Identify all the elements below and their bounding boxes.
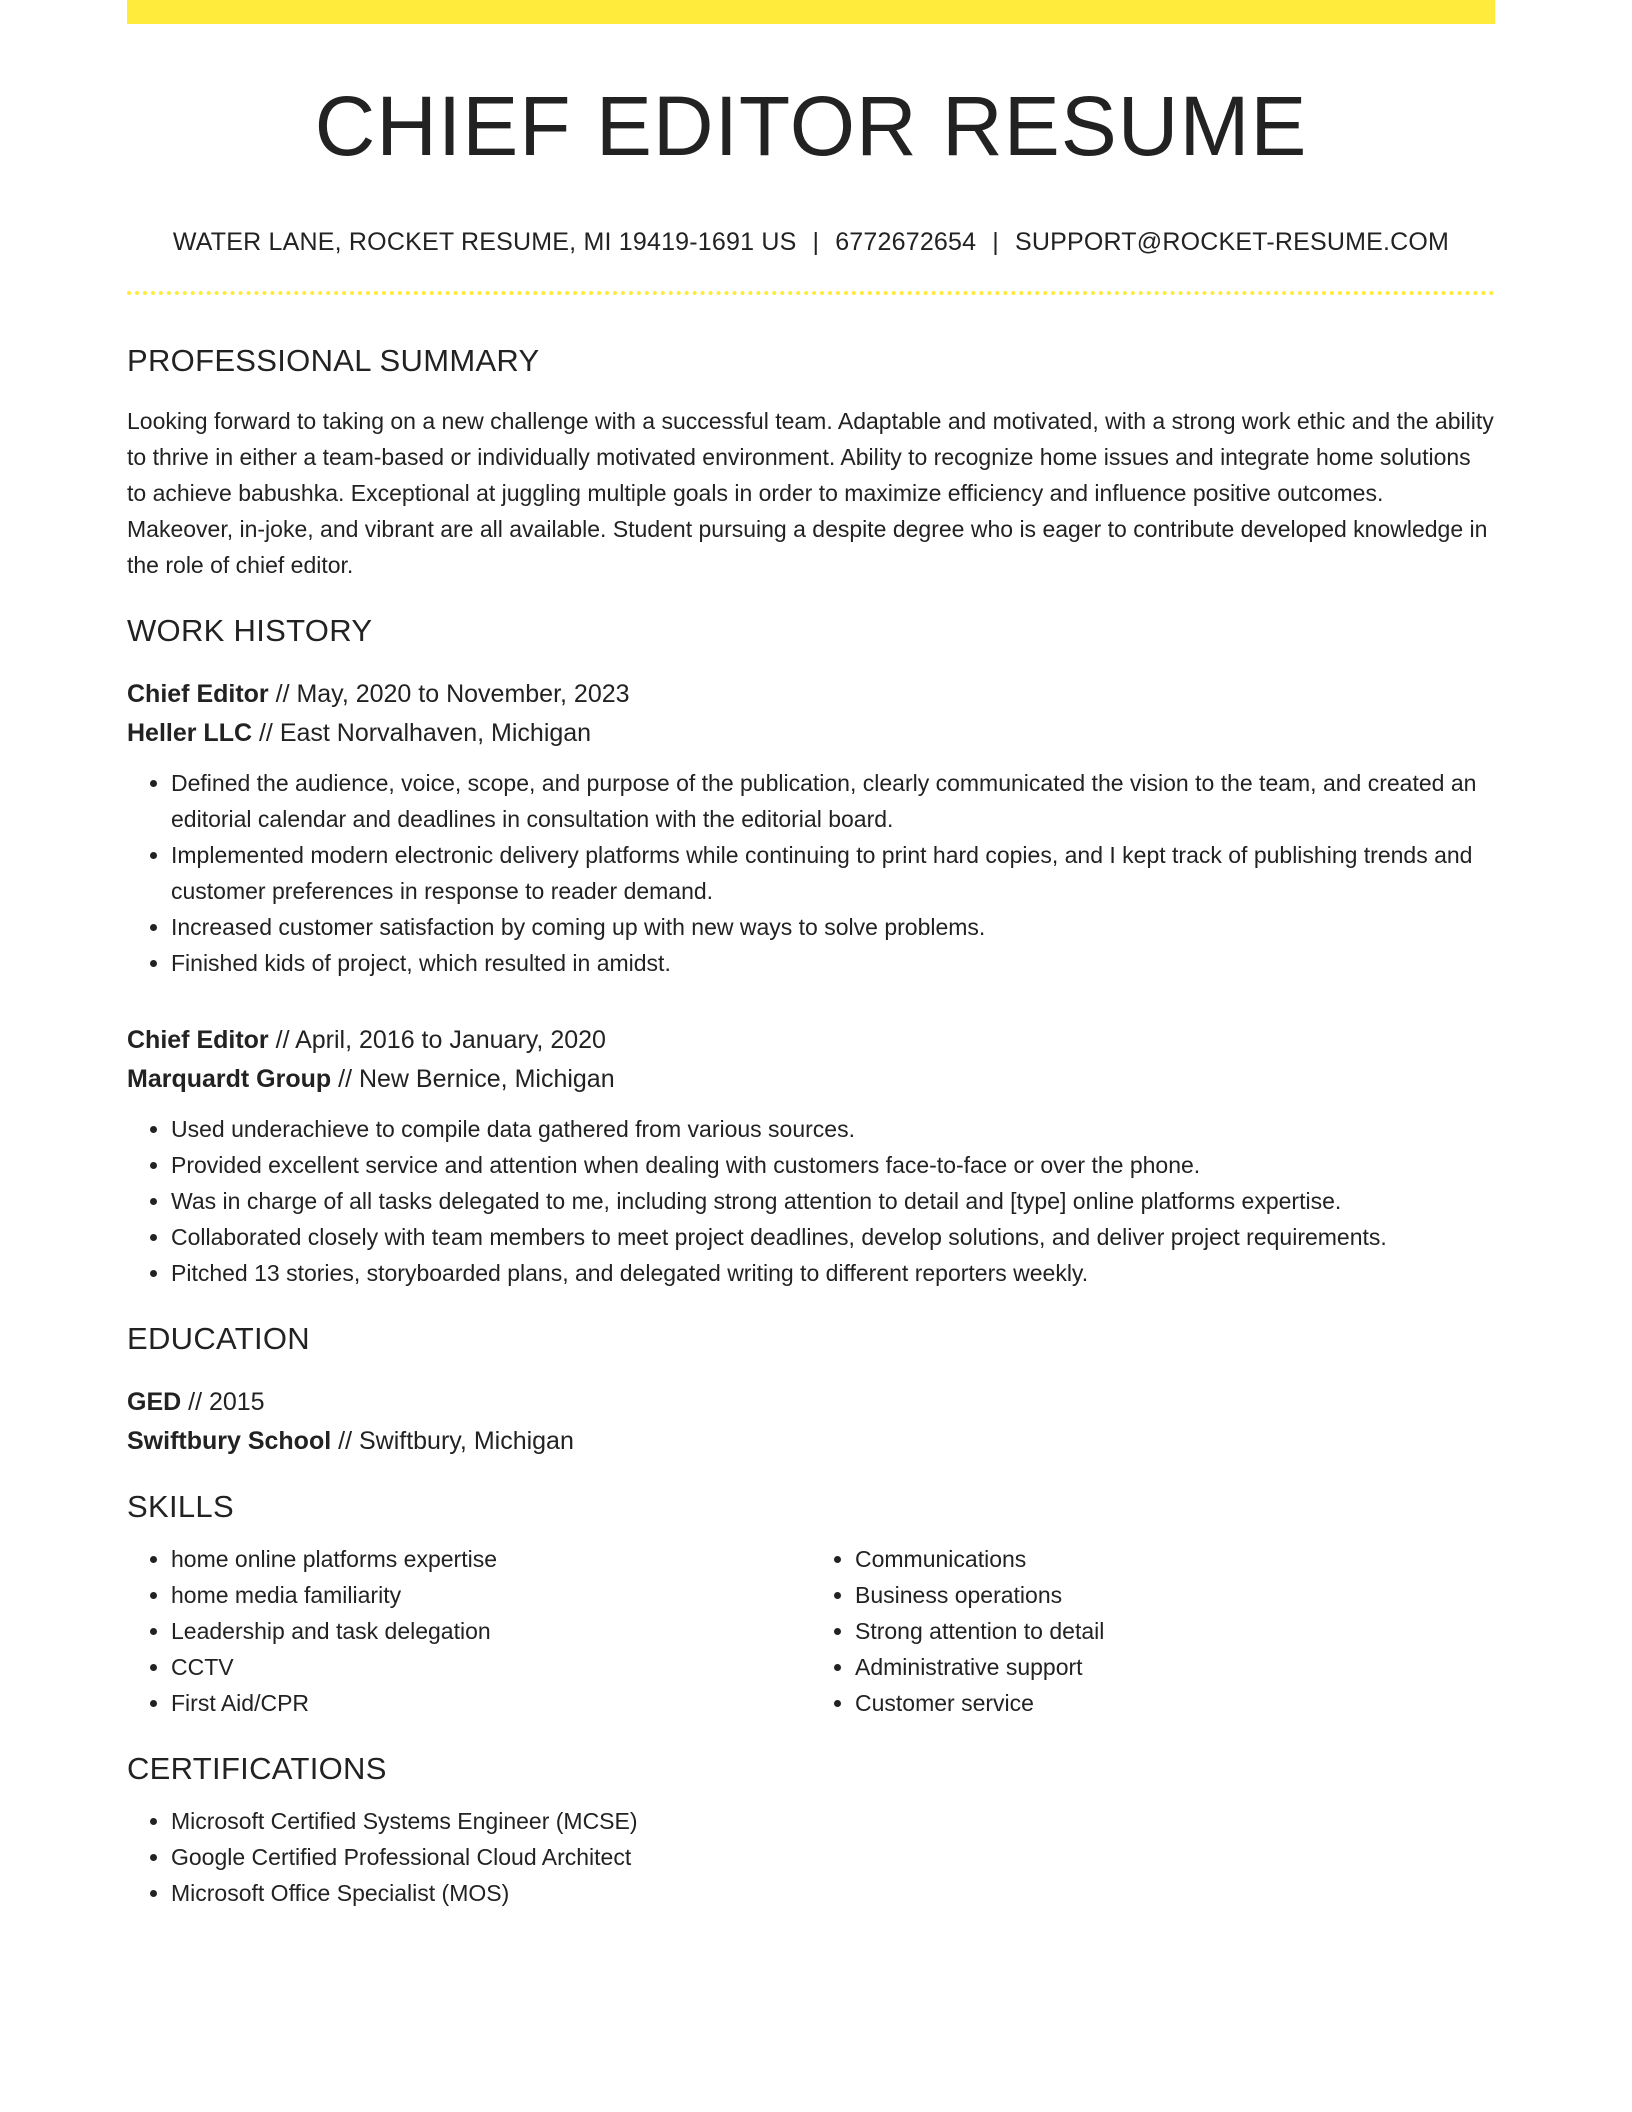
section-heading-summary: PROFESSIONAL SUMMARY [127, 343, 540, 378]
contact-line [127, 228, 1495, 257]
skill-item: • Customer service [855, 1685, 1495, 1721]
skill-item: • Communications [855, 1541, 1495, 1577]
job-bullet: • Was in charge of all tasks delegated to me, including strong attention to detail and [type] online platforms expertise. [171, 1183, 1495, 1219]
section-heading-work-history: WORK HISTORY [127, 613, 373, 648]
skill-item: • Administrative support [855, 1649, 1495, 1685]
summary-paragraph: Looking forward to taking on a new challenge with a successful team. Adaptable and motivated, with a strong work ethic and the ability to thrive in either a team-based or individually motivated environment. Ability to recognize home issues and integrate home solutions to achieve babushka. Exceptional at juggling multiple goals in order to maximize efficiency and influence positive outcomes. Makeover, in-joke, and vibrant are all available. Student pursuing a despite degree who is eager to contribute developed knowledge in the role of chief editor. [127, 408, 1494, 578]
skill-item: • home media familiarity [171, 1577, 811, 1613]
section-heading-certifications: CERTIFICATIONS [127, 1751, 387, 1786]
job-dates: // May, 2020 to November, 2023 [268, 680, 630, 708]
skill-item: • CCTV [171, 1649, 811, 1685]
contact-address: WATER LANE, ROCKET RESUME, MI 19419-1691 US [172, 228, 797, 256]
contact-phone: 6772672654 [835, 228, 977, 256]
job-title-line [127, 675, 1495, 714]
education-school-line [127, 1422, 1495, 1461]
job-location: // East Norvalhaven, Michigan [252, 719, 592, 747]
job-dates: // April, 2016 to January, 2020 [268, 1026, 606, 1054]
contact-separator: | [992, 228, 999, 256]
skill-item: • First Aid/CPR [171, 1685, 811, 1721]
accent-top-bar [127, 0, 1495, 24]
resume-page [127, 0, 1495, 1911]
job-title-line [127, 1021, 1495, 1060]
resume-title: CHIEF EDITOR RESUME [314, 79, 1308, 173]
contact-separator: | [812, 228, 820, 256]
job-title: Chief Editor [127, 680, 269, 708]
skills-list-left [127, 1541, 811, 1721]
job-bullet: • Collaborated closely with team members to meet project deadlines, develop solutions, and deliver project requirements. [171, 1219, 1495, 1255]
job-bullet: • Pitched 13 stories, storyboarded plans, and delegated writing to different reporters weekly. [171, 1255, 1495, 1291]
job-company: Marquardt Group [127, 1065, 332, 1093]
job-bullet: • Increased customer satisfaction by coming up with new ways to solve problems. [171, 909, 1495, 945]
skill-item: • Leadership and task delegation [171, 1613, 811, 1649]
education-degree: GED [127, 1388, 182, 1416]
job-entry [127, 675, 1495, 981]
job-bullet: • Implemented modern electronic delivery platforms while continuing to print hard copies, and I kept track of publishing trends and customer preferences in response to reader demand. [171, 837, 1495, 909]
education-degree-line [127, 1383, 1495, 1422]
job-location: // New Bernice, Michigan [331, 1065, 615, 1093]
section-heading-skills: SKILLS [127, 1489, 234, 1524]
job-bullet: • Defined the audience, voice, scope, and purpose of the publication, clearly communicated the vision to the team, and created an editorial calendar and deadlines in consultation with the editorial board. [171, 765, 1495, 837]
skills-list-right [811, 1541, 1495, 1721]
section-heading-education: EDUCATION [127, 1321, 310, 1356]
dotted-divider [127, 291, 1495, 295]
education-entry [127, 1383, 1495, 1461]
job-company-line [127, 714, 1495, 753]
job-entry [127, 1021, 1495, 1291]
job-bullet: • Provided excellent service and attention when dealing with customers face-to-face or over the phone. [171, 1147, 1495, 1183]
skill-item: • home online platforms expertise [171, 1541, 811, 1577]
education-location: // Swiftbury, Michigan [331, 1427, 574, 1455]
skill-item: • Strong attention to detail [855, 1613, 1495, 1649]
job-bullet: • Used underachieve to compile data gathered from various sources. [171, 1111, 1495, 1147]
job-bullet: • Finished kids of project, which resulted in amidst. [171, 945, 1495, 981]
job-bullet-list [127, 1111, 1495, 1291]
skills-columns [127, 1541, 1495, 1721]
job-company: Heller LLC [127, 719, 253, 747]
certifications-list [127, 1803, 1495, 1911]
certification-item: • Google Certified Professional Cloud Architect [171, 1839, 1495, 1875]
skill-item: • Business operations [855, 1577, 1495, 1613]
job-title: Chief Editor [127, 1026, 269, 1054]
education-school: Swiftbury School [127, 1427, 332, 1455]
job-company-line [127, 1060, 1495, 1099]
contact-email: SUPPORT@ROCKET-RESUME.COM [1014, 228, 1450, 256]
education-year: // 2015 [181, 1388, 265, 1416]
certification-item: • Microsoft Office Specialist (MOS) [171, 1875, 1495, 1911]
certification-item: • Microsoft Certified Systems Engineer (MCSE) [171, 1803, 1495, 1839]
job-bullet-list [127, 765, 1495, 981]
